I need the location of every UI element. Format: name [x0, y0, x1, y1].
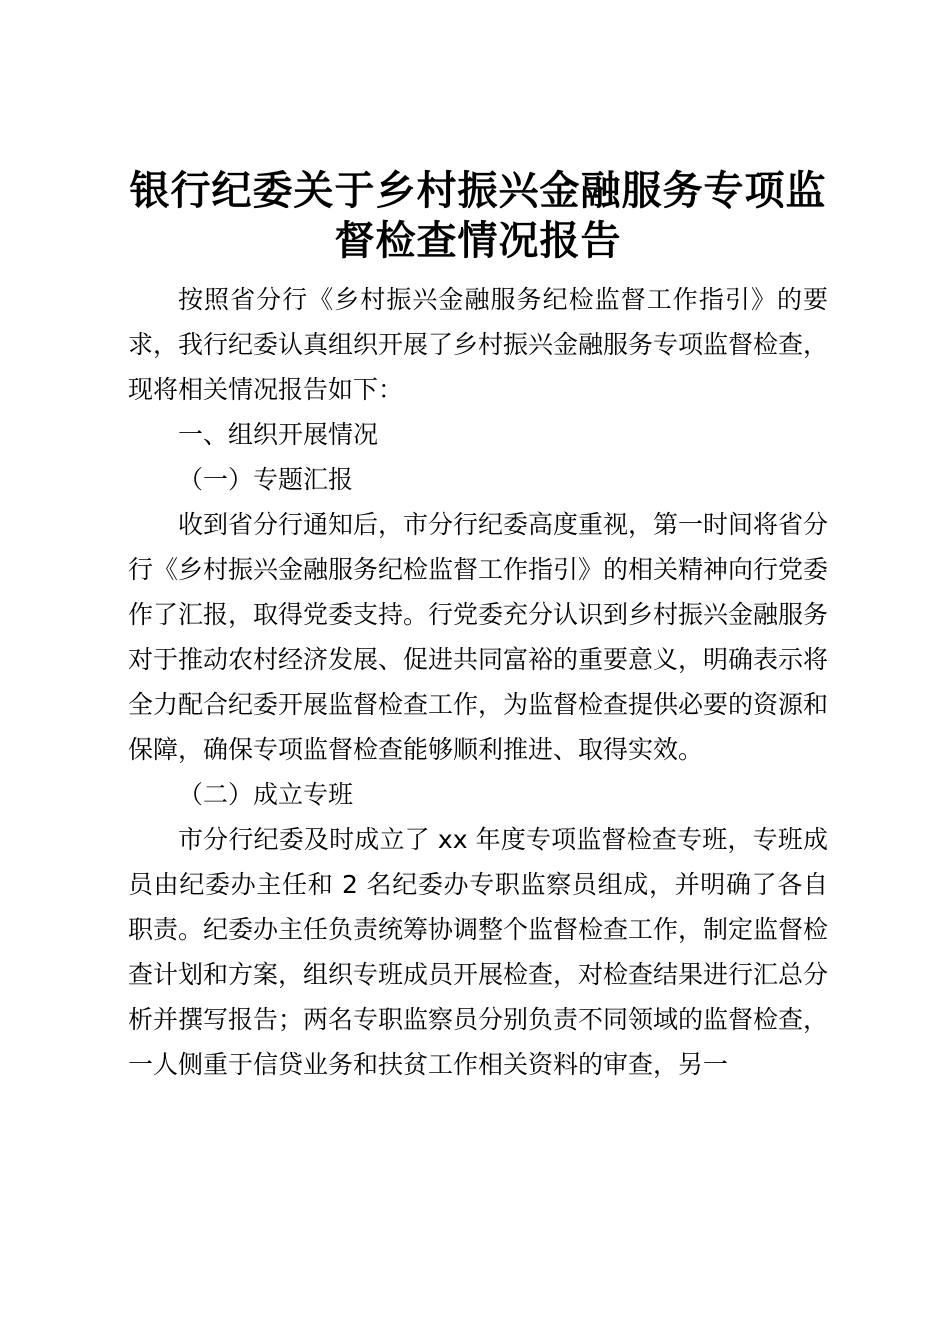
- document-body: [128, 277, 828, 1087]
- section-heading-organization: 一、组织开展情况: [178, 420, 379, 449]
- subsection-heading-task-force: （二）成立专班: [178, 780, 354, 809]
- subsection-task-force-paragraph: 市分行纪委及时成立了 xx 年度专项监督检查专班，专班成员由纪委办主任和 2 名纪委办专职监察员组成，并明确了各自职责。纪委办主任负责统筹协调整个监督检查工作，制定监督检查计划和方案，组织专班成员开展检查，对检查结果进行汇总分析并撰写报告；两名专职监察员分别负责不同领域的监督检查，一人侧重于信贷业务和扶贫工作相关资料的审查，另一: [128, 825, 829, 1079]
- subsection-heading-report: （一）专题汇报: [178, 465, 354, 494]
- subsection-report-paragraph: 收到省分行通知后，市分行纪委高度重视，第一时间将省分行《乡村振兴金融服务纪检监督工作指引》的相关精神向行党委作了汇报，取得党委支持。行党委充分认识到乡村振兴金融服务对于推动农村经济发展、促进共同富裕的重要意义，明确表示将全力配合纪委开展监督检查工作，为监督检查提供必要的资源和保障，确保专项监督检查能够顺利推进、取得实效。: [128, 510, 829, 764]
- document-title: 银行纪委关于乡村振兴金融服务专项监督检查情况报告: [129, 168, 827, 264]
- intro-paragraph: 按照省分行《乡村振兴金融服务纪检监督工作指引》的要求，我行纪委认真组织开展了乡村振兴金融服务专项监督检查，现将相关情况报告如下：: [128, 285, 829, 404]
